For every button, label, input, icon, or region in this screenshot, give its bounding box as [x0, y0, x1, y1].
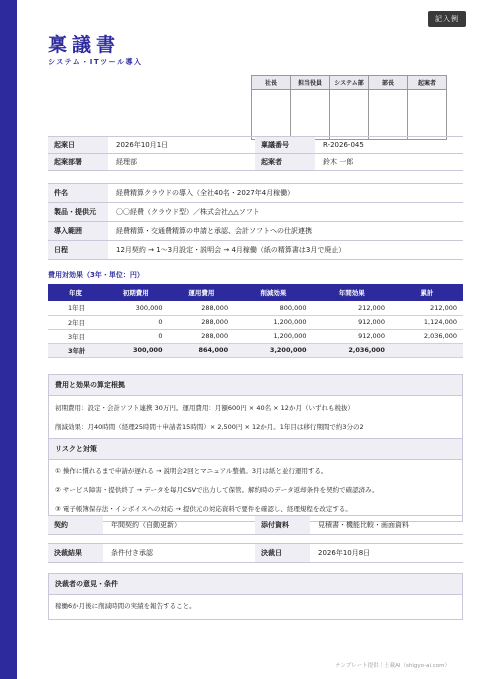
cost-cell: 0 — [103, 315, 169, 329]
approval-stamp-table — [251, 75, 447, 140]
dept-label: 起案部署 — [48, 154, 108, 170]
info-grid — [48, 136, 463, 171]
approval-header: 部長 — [369, 76, 408, 90]
table-row — [48, 329, 463, 343]
cost-header: 削減効果 — [234, 284, 312, 301]
total-cell: 300,000 — [103, 343, 169, 357]
cost-header: 累計 — [391, 284, 463, 301]
cost-cell: 1,124,000 — [391, 315, 463, 329]
detail-value: 経費精算・交通費精算の申請と承認、会計ソフトへの仕訳連携 — [116, 227, 312, 235]
cost-cell: 912,000 — [313, 329, 391, 343]
detail-value: 経費精算クラウドの導入（全社40名・2027年4月稼働） — [116, 189, 295, 197]
cost-cell: 1,200,000 — [234, 315, 312, 329]
approval-header: システム部 — [330, 76, 369, 90]
total-row — [48, 343, 463, 357]
cost-table-wrap — [48, 284, 463, 358]
detail-label: 製品・提供元 — [48, 203, 108, 221]
basis-title: 費用と効果の算定根拠 — [49, 375, 462, 396]
result-grid — [48, 543, 463, 563]
stamp-box[interactable] — [408, 90, 447, 140]
total-cell: 864,000 — [169, 343, 235, 357]
author-value: 鈴木 一郎 — [323, 158, 354, 166]
document-title: 稟議書 — [48, 34, 121, 56]
dept-value: 経理部 — [116, 158, 137, 166]
table-row — [48, 301, 463, 315]
total-cell: 2,036,000 — [313, 343, 391, 357]
basis-line: 削減効果：月40時間（経理25時間＋申請者15時間）× 2,500円 × 12か月。1年目は移行期間で約3分の2 — [55, 423, 364, 431]
cost-title: 費用対効果（3年・単位：円） — [48, 271, 144, 279]
rdate-label: 決裁日 — [255, 544, 310, 562]
risk-box — [48, 438, 463, 522]
cost-cell: 1年目 — [48, 301, 103, 315]
contract-value: 年間契約（自動更新） — [111, 521, 181, 529]
table-row — [48, 315, 463, 329]
cost-cell: 2,036,000 — [391, 329, 463, 343]
date-label: 起案日 — [48, 137, 108, 153]
detail-label: 件名 — [48, 184, 108, 202]
risk-line: ② サービス障害・提供終了 → データを毎月CSVで出力して保管。解約時のデータ返却条件を契約で確認済み。 — [55, 486, 379, 494]
result-label: 決裁結果 — [48, 544, 103, 562]
cost-header: 初期費用 — [103, 284, 169, 301]
example-badge: 記入例 — [428, 11, 466, 27]
cost-cell: 300,000 — [103, 301, 169, 315]
cost-cell: 212,000 — [391, 301, 463, 315]
stamp-box[interactable] — [369, 90, 408, 140]
stamp-box[interactable] — [252, 90, 291, 140]
sidebar-accent — [0, 0, 17, 679]
date-value: 2026年10月1日 — [116, 141, 169, 149]
stamp-box[interactable] — [291, 90, 330, 140]
template-credit: テンプレート提供｜土載AI（shigyo-ai.com） — [335, 663, 450, 669]
cost-cell: 288,000 — [169, 329, 235, 343]
opinion-title: 決裁者の意見・条件 — [49, 574, 462, 595]
risk-line: ③ 電子帳簿保存法・インボイスへの対応 → 提供元の対応資料で要件を確認し、経理規程を改定する。 — [55, 505, 352, 513]
approval-header: 担当役員 — [291, 76, 330, 90]
total-cell — [391, 343, 463, 357]
risk-line: ① 操作に慣れるまで申請が遅れる → 説明会2回とマニュアル整備。3月は紙と並行運用する。 — [55, 467, 328, 475]
document-page — [17, 0, 480, 679]
contract-grid — [48, 515, 463, 535]
total-cell: 3年計 — [48, 343, 103, 357]
document-subtitle: システム・ITツール導入 — [48, 58, 143, 66]
rdate-value: 2026年10月8日 — [318, 549, 371, 557]
contract-label: 契約 — [48, 516, 103, 534]
no-label: 稟議番号 — [255, 137, 315, 153]
cost-cell: 288,000 — [169, 315, 235, 329]
opinion-text: 稼働6か月後に削減時間の実績を報告すること。 — [55, 602, 196, 610]
basis-box — [48, 374, 463, 441]
attach-value: 見積書・機能比較・画面資料 — [318, 521, 409, 529]
approval-header: 起案者 — [408, 76, 447, 90]
cost-cell: 800,000 — [234, 301, 312, 315]
cost-cell: 3年目 — [48, 329, 103, 343]
approval-header: 社長 — [252, 76, 291, 90]
cost-section — [48, 270, 463, 280]
basis-line: 初期費用：設定・会計ソフト連携 30万円。運用費用：月額600円 × 40名 × 12か月（いずれも税抜） — [55, 404, 354, 412]
no-value: R-2026-045 — [323, 141, 364, 149]
author-label: 起案者 — [255, 154, 315, 170]
result-value: 条件付き承認 — [111, 549, 153, 557]
cost-header: 年度 — [48, 284, 103, 301]
detail-value: 12月契約 → 1〜3月設定・説明会 → 4月稼働（紙の精算書は3月で廃止） — [116, 246, 346, 254]
cost-cell: 1,200,000 — [234, 329, 312, 343]
cost-table — [48, 284, 463, 358]
details-section — [48, 183, 463, 260]
cost-cell: 0 — [103, 329, 169, 343]
cost-cell: 912,000 — [313, 315, 391, 329]
stamp-box[interactable] — [330, 90, 369, 140]
total-cell: 3,200,000 — [234, 343, 312, 357]
detail-label: 導入範囲 — [48, 222, 108, 240]
detail-value: 〇〇経費（クラウド型）／株式会社△△ソフト — [116, 208, 260, 216]
risk-title: リスクと対策 — [49, 439, 462, 460]
detail-label: 日程 — [48, 241, 108, 259]
cost-cell: 288,000 — [169, 301, 235, 315]
cost-cell: 2年目 — [48, 315, 103, 329]
cost-header: 運用費用 — [169, 284, 235, 301]
cost-cell: 212,000 — [313, 301, 391, 315]
opinion-box — [48, 573, 463, 620]
attach-label: 添付資料 — [255, 516, 310, 534]
cost-header: 年間効果 — [313, 284, 391, 301]
